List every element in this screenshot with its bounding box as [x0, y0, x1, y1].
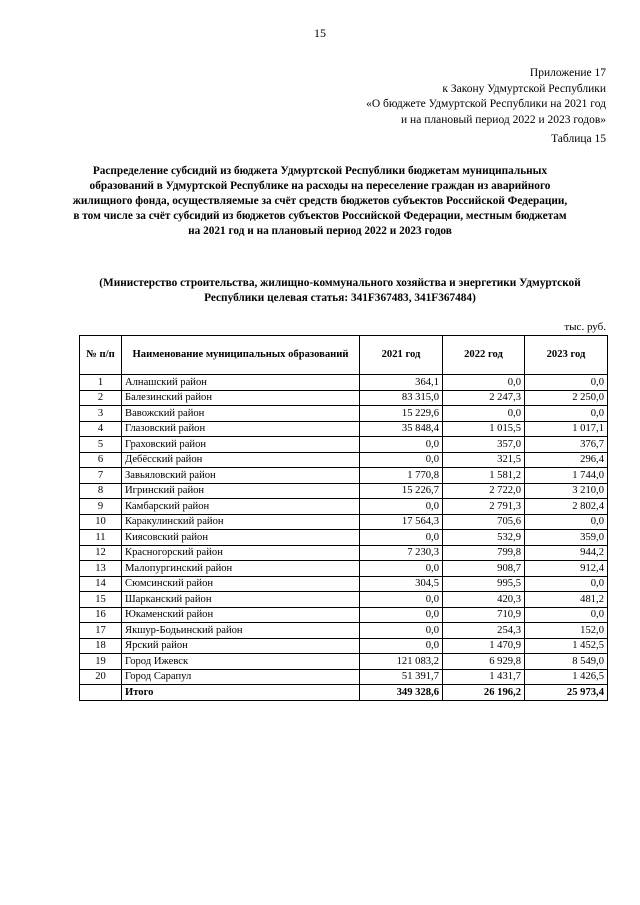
municipality-name: Киясовский район [122, 530, 360, 546]
value-2023: 376,7 [525, 437, 608, 453]
table-row [80, 468, 608, 484]
value-2022: 6 929,8 [443, 654, 525, 670]
municipality-name: Город Ижевск [122, 654, 360, 670]
value-2022: 2 791,3 [443, 499, 525, 515]
municipality-name: Каракулинский район [122, 514, 360, 530]
row-number: 19 [80, 654, 122, 670]
table-row [80, 623, 608, 639]
header-2023: 2023 год [525, 336, 608, 375]
value-2023: 1 017,1 [525, 421, 608, 437]
value-2022: 908,7 [443, 561, 525, 577]
appendix-reference [366, 66, 606, 128]
value-2021: 17 564,3 [360, 514, 443, 530]
table-row [80, 514, 608, 530]
table-row [80, 499, 608, 515]
header-2021: 2021 год [360, 336, 443, 375]
value-2022: 420,3 [443, 592, 525, 608]
row-number: 9 [80, 499, 122, 515]
value-2023: 296,4 [525, 452, 608, 468]
total-value-2023: 25 973,4 [525, 685, 608, 701]
municipality-name: Сюмсинский район [122, 576, 360, 592]
table-row [80, 669, 608, 685]
subsidies-table [79, 335, 608, 701]
value-2022: 2 247,3 [443, 390, 525, 406]
value-2022: 0,0 [443, 375, 525, 391]
value-2023: 1 452,5 [525, 638, 608, 654]
municipality-name: Ярский район [122, 638, 360, 654]
value-2022: 532,9 [443, 530, 525, 546]
value-2021: 0,0 [360, 623, 443, 639]
value-2023: 359,0 [525, 530, 608, 546]
ministry-note: (Министерство строительства, жилищно-коммунального хозяйства и энергетики Удмуртской Республики целевая статья: 341F367483, 341F367484) [99, 277, 581, 304]
appendix-line: к Закону Удмуртской Республики [442, 82, 606, 95]
value-2023: 912,4 [525, 561, 608, 577]
total-row [80, 685, 608, 701]
municipality-name: Глазовский район [122, 421, 360, 437]
value-2021: 0,0 [360, 530, 443, 546]
value-2021: 35 848,4 [360, 421, 443, 437]
municipality-name: Вавожский район [122, 406, 360, 422]
value-2023: 0,0 [525, 607, 608, 623]
units-label: тыс. руб. [564, 321, 606, 333]
value-2023: 0,0 [525, 514, 608, 530]
municipality-name: Завьяловский район [122, 468, 360, 484]
value-2023: 3 210,0 [525, 483, 608, 499]
row-number: 8 [80, 483, 122, 499]
page-number: 15 [314, 26, 326, 40]
value-2021: 0,0 [360, 499, 443, 515]
row-number: 2 [80, 390, 122, 406]
value-2022: 995,5 [443, 576, 525, 592]
table-row [80, 545, 608, 561]
table-row [80, 375, 608, 391]
value-2021: 0,0 [360, 638, 443, 654]
appendix-line: и на плановый период 2022 и 2023 годов» [401, 113, 606, 126]
table-row [80, 483, 608, 499]
table-label: Таблица 15 [551, 133, 606, 145]
value-2023: 152,0 [525, 623, 608, 639]
row-number: 20 [80, 669, 122, 685]
appendix-line: «О бюджете Удмуртской Республики на 2021 год [366, 98, 606, 110]
value-2021: 51 391,7 [360, 669, 443, 685]
value-2022: 799,8 [443, 545, 525, 561]
municipality-name: Город Сарапул [122, 669, 360, 685]
table-row [80, 576, 608, 592]
header-number: № п/п [80, 336, 122, 375]
row-number: 14 [80, 576, 122, 592]
total-value-2022: 26 196,2 [443, 685, 525, 701]
row-number: 13 [80, 561, 122, 577]
total-value-2021: 349 328,6 [360, 685, 443, 701]
value-2021: 0,0 [360, 437, 443, 453]
table-row [80, 530, 608, 546]
value-2021: 304,5 [360, 576, 443, 592]
value-2023: 2 802,4 [525, 499, 608, 515]
municipality-name: Алнашский район [122, 375, 360, 391]
value-2022: 321,5 [443, 452, 525, 468]
table-row [80, 638, 608, 654]
value-2023: 1 744,0 [525, 468, 608, 484]
header-municipality: Наименование муниципальных образований [122, 336, 360, 375]
value-2022: 1 581,2 [443, 468, 525, 484]
value-2022: 254,3 [443, 623, 525, 639]
value-2023: 944,2 [525, 545, 608, 561]
document-title: Распределение субсидий из бюджета Удмуртской Республики бюджетам муниципальных образований в Удмуртской Республике на расходы на переселение граждан из аварийного жилищного фонда, осуществляемые за счёт средств бюджетов субъектов Российской Федерации, в том числе за счёт субсидий из бюджетов субъектов Российской Федерации, местным бюджетам на 2021 год и на плановый период 2022 и 2023 годов [72, 165, 568, 237]
row-number: 6 [80, 452, 122, 468]
municipality-name: Юкаменский район [122, 607, 360, 623]
municipality-name: Граховский район [122, 437, 360, 453]
table-row [80, 561, 608, 577]
row-number: 7 [80, 468, 122, 484]
value-2023: 0,0 [525, 576, 608, 592]
value-2021: 0,0 [360, 607, 443, 623]
row-number: 5 [80, 437, 122, 453]
value-2021: 0,0 [360, 592, 443, 608]
municipality-name: Малопургинский район [122, 561, 360, 577]
table-row [80, 390, 608, 406]
row-number: 16 [80, 607, 122, 623]
value-2021: 1 770,8 [360, 468, 443, 484]
value-2021: 0,0 [360, 561, 443, 577]
row-number: 4 [80, 421, 122, 437]
value-2021: 0,0 [360, 452, 443, 468]
value-2023: 0,0 [525, 406, 608, 422]
municipality-name: Дебёсский район [122, 452, 360, 468]
value-2022: 0,0 [443, 406, 525, 422]
row-number: 18 [80, 638, 122, 654]
header-2022: 2022 год [443, 336, 525, 375]
value-2023: 8 549,0 [525, 654, 608, 670]
table-row [80, 437, 608, 453]
value-2023: 1 426,5 [525, 669, 608, 685]
row-number: 10 [80, 514, 122, 530]
municipality-name: Игринский район [122, 483, 360, 499]
value-2021: 83 315,0 [360, 390, 443, 406]
table-header-row [80, 336, 608, 375]
municipality-name: Камбарский район [122, 499, 360, 515]
value-2021: 364,1 [360, 375, 443, 391]
row-number: 3 [80, 406, 122, 422]
table-row [80, 592, 608, 608]
table-row [80, 421, 608, 437]
municipality-name: Красногорский район [122, 545, 360, 561]
row-number: 17 [80, 623, 122, 639]
value-2022: 1 431,7 [443, 669, 525, 685]
table-row [80, 607, 608, 623]
value-2022: 1 470,9 [443, 638, 525, 654]
value-2022: 710,9 [443, 607, 525, 623]
value-2023: 0,0 [525, 375, 608, 391]
municipality-name: Якшур-Бодьинский район [122, 623, 360, 639]
table-row [80, 654, 608, 670]
total-row-number [80, 685, 122, 701]
row-number: 15 [80, 592, 122, 608]
table-row [80, 406, 608, 422]
value-2022: 357,0 [443, 437, 525, 453]
value-2021: 15 226,7 [360, 483, 443, 499]
value-2022: 705,6 [443, 514, 525, 530]
row-number: 1 [80, 375, 122, 391]
appendix-line: Приложение 17 [529, 67, 606, 79]
value-2021: 7 230,3 [360, 545, 443, 561]
value-2023: 481,2 [525, 592, 608, 608]
municipality-name: Балезинский район [122, 390, 360, 406]
value-2021: 121 083,2 [360, 654, 443, 670]
value-2022: 1 015,5 [443, 421, 525, 437]
value-2023: 2 250,0 [525, 390, 608, 406]
row-number: 11 [80, 530, 122, 546]
row-number: 12 [80, 545, 122, 561]
value-2021: 15 229,6 [360, 406, 443, 422]
table-row [80, 452, 608, 468]
value-2022: 2 722,0 [443, 483, 525, 499]
total-municipality-name: Итого [122, 685, 360, 701]
municipality-name: Шарканский район [122, 592, 360, 608]
